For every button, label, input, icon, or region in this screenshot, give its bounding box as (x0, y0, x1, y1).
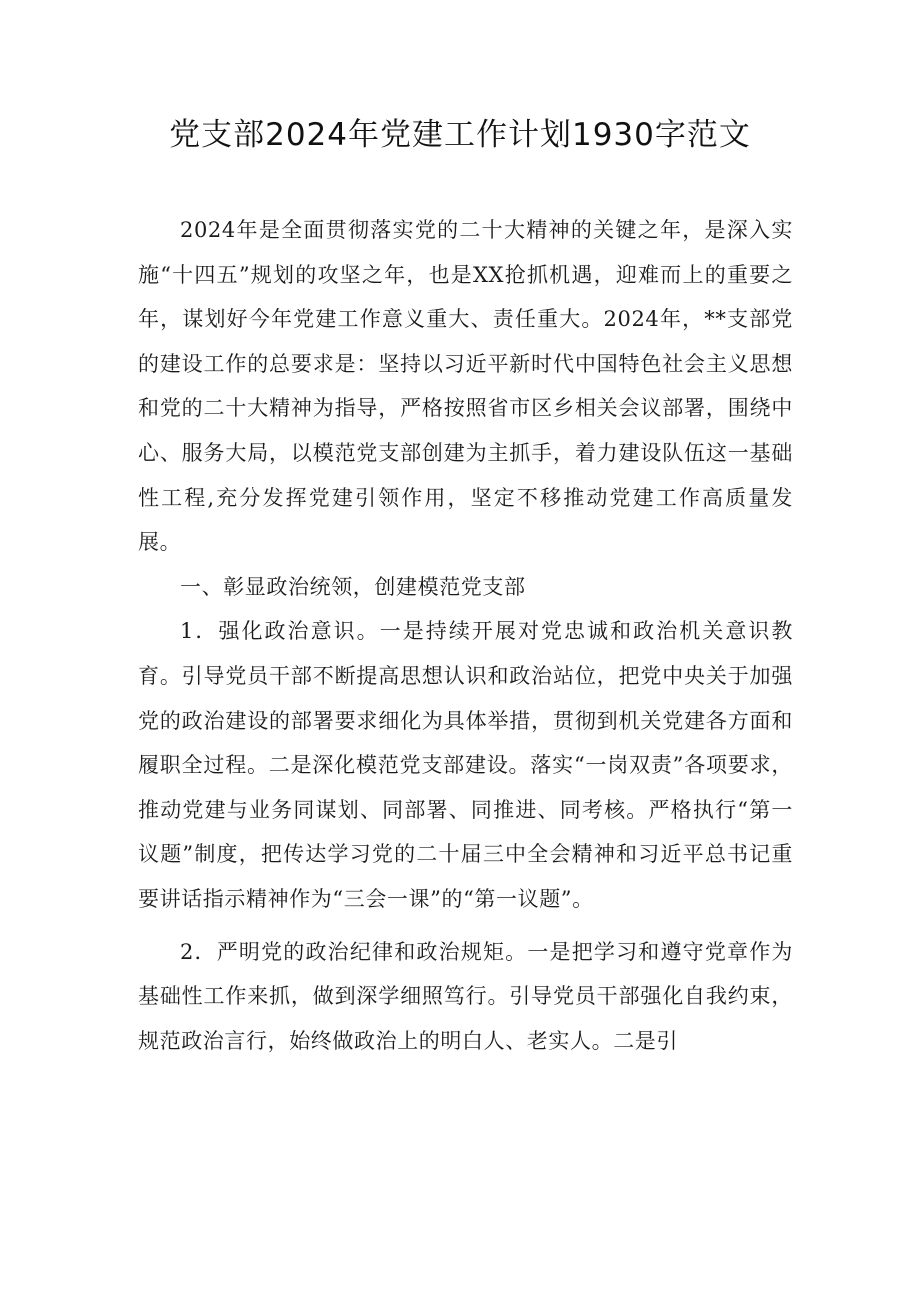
paragraph-spacer (138, 922, 793, 930)
intro-paragraph: 2024年是全面贯彻落实党的二十大精神的关键之年，是深入实施“十四五”规划的攻坚之年，也是XX抢抓机遇，迎难而上的重要之年，谋划好今年党建工作意义重大、责任重大。2024年，**支部党的建设工作的总要求是：坚持以习近平新时代中国特色社会主义思想和党的二十大精神为指导，严格按照省市区乡相关会议部署，围绕中心、服务大局，以模范党支部创建为主抓手，着力建设队伍这一基础性工程,充分发挥党建引领作用，坚定不移推动党建工作高质量发展。 (138, 218, 793, 555)
document-title: 党支部2024年党建工作计划1930字范文 (169, 117, 751, 153)
document-body (138, 208, 793, 1063)
section-heading-1: 一、彰显政治统领，创建模范党支部 (180, 574, 526, 599)
item-paragraph-1: 1．强化政治意识。一是持续开展对党忠诚和政治机关意识教育。引导党员干部不断提高思想认识和政治站位，把党中央关于加强党的政治建设的部署要求细化为具体举措，贯彻到机关党建各方面和履职全过程。二是深化模范党支部建设。落实“一岗双责”各项要求，推动党建与业务同谋划、同部署、同推进、同考核。严格执行“第一议题”制度，把传达学习党的二十届三中全会精神和习近平总书记重要讲话指示精神作为“三会一课”的“第一议题”。 (138, 619, 793, 911)
item-paragraph-2: 2．严明党的政治纪律和政治规矩。一是把学习和遵守党章作为基础性工作来抓，做到深学细照笃行。引导党员干部强化自我约束，规范政治言行，始终做政治上的明白人、老实人。二是引 (138, 939, 793, 1053)
